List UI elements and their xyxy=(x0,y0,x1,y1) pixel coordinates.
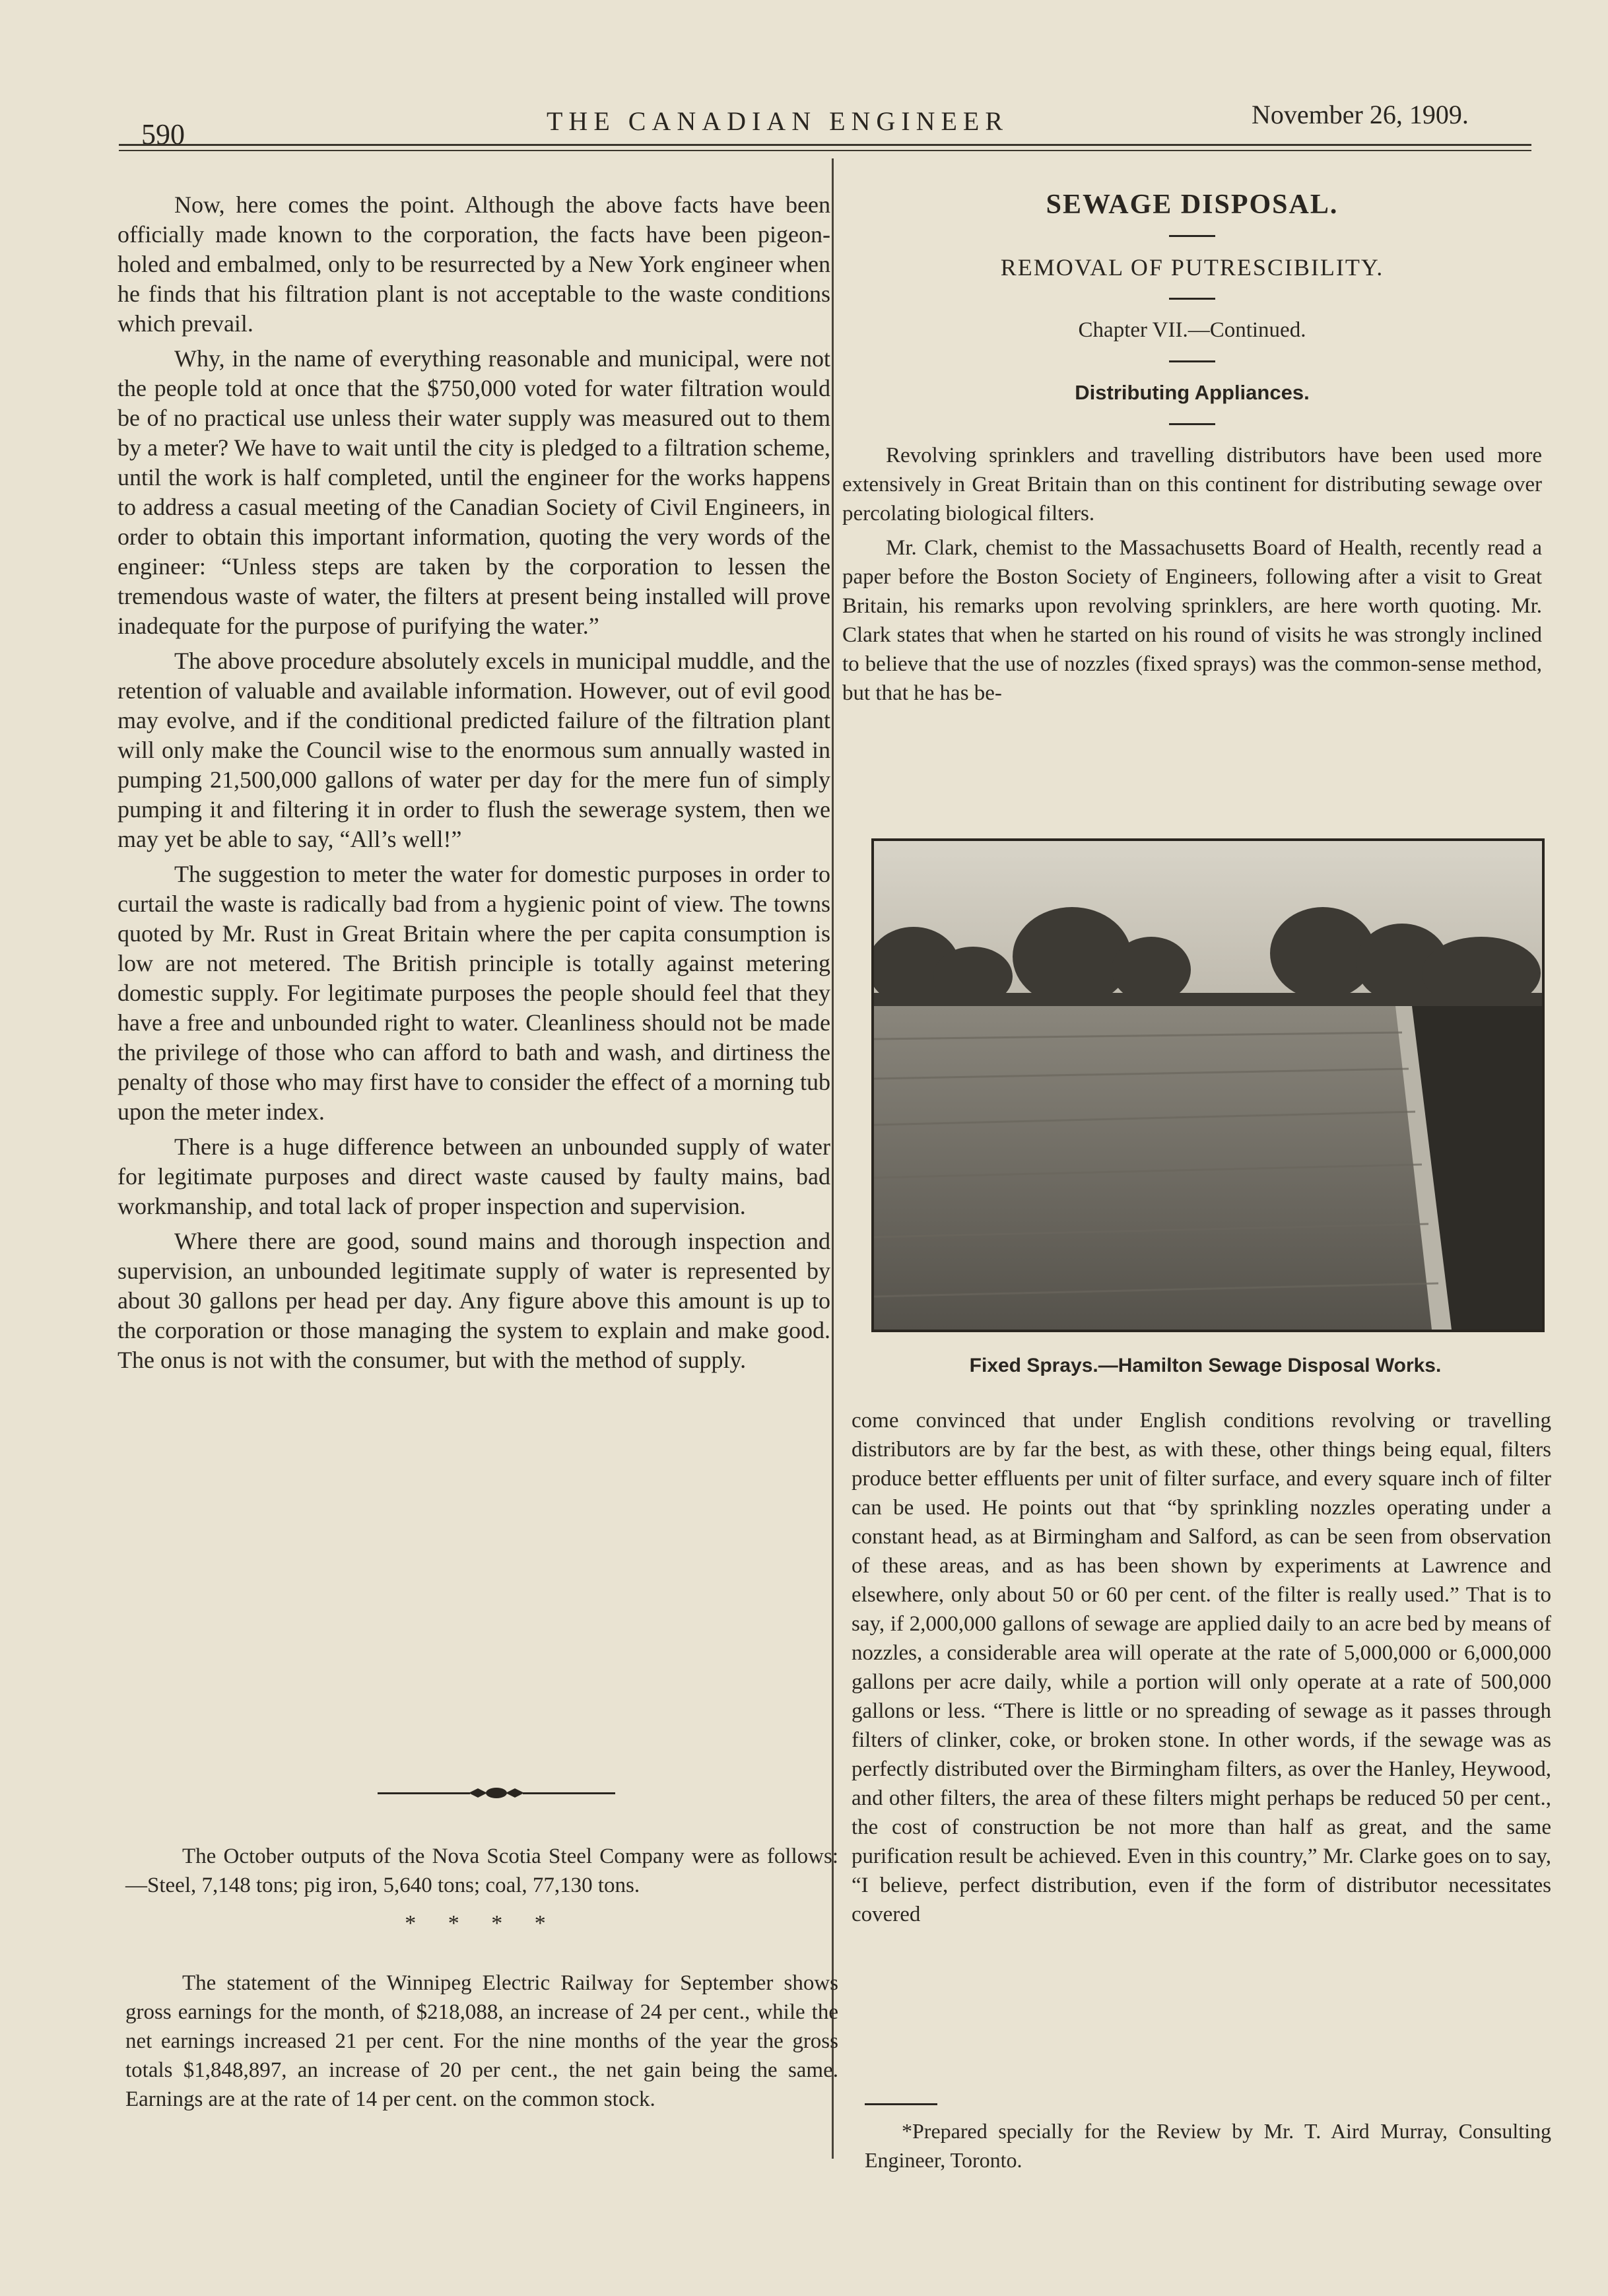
left-column-notes xyxy=(125,1842,838,2114)
asterisk-separator: * * * * xyxy=(405,1911,559,1936)
article-paragraph: The suggestion to meter the water for domestic purposes in order to curtail the waste is radically bad from a hygienic point of view. The towns quoted by Mr. Rust in Great Britain where the per capita consumption is low are not metered. The British principle is totally against metering domestic supply. For legitimate purposes the people should feel that they have a free and unbounded right to water. Cleanliness should not be made the privilege of those who can afford to bath and wash, and dirtiness the penalty of those who may first have to consider the effect of a morning tub upon the meter index. xyxy=(117,861,830,1125)
article-paragraph: Mr. Clark, chemist to the Massachusetts Board of Health, recently read a paper before the Boston Society of Engineers, following after a visit to Great Britain, his remarks upon revolving sprinklers, are here worth quoting. Mr. Clark states that when he started on his round of visits he was strongly inclined to believe that the use of nozzles (fixed sprays) was the common-sense method, but that he has be- xyxy=(842,536,1542,705)
right-column-continued xyxy=(852,1406,1551,1929)
left-column xyxy=(117,190,830,1380)
article-paragraph: Why, in the name of everything reasonable and municipal, were not the people told at once that the $750,000 voted for water filtration would be of no practical use unless their water supply was measured out to them by a meter? We have to wait until the city is pledged to a filtration scheme, until the work is half completed, until the engineer for the works happens to address a casual meeting of the Canadian Society of Civil Engineers, in order to obtain this important information, quoting the very words of the engineer: “Unless steps are taken by the corporation to lessen the tremendous waste of water, the filters at present being installed will prove inadequate for the purpose of purifying the water.” xyxy=(117,345,830,639)
article-paragraph: There is a huge difference between an unbounded supply of water for legitimate purposes and direct waste caused by faulty mains, bad workmanship, and total lack of proper inspection and supervision. xyxy=(117,1133,830,1219)
article-paragraph: The above procedure absolutely excels in municipal muddle, and the retention of valuable and available information. However, out of evil good may evolve, and if the conditional predicted failure of the filtration plant will only make the Council wise to the enormous sum annually wasted in pumping 21,500,000 gallons of water per day for the mere fun of simply pumping it and filtering it in order to flush the sewerage system, then we may yet be able to say, “All’s well!” xyxy=(117,648,830,852)
photo-caption: Fixed Sprays.—Hamilton Sewage Disposal Works. xyxy=(969,1355,1442,1376)
news-note-steel: The October outputs of the Nova Scotia Steel Company were as follows:—Steel, 7,148 tons; pig iron, 5,640 tons; coal, 77,130 tons. xyxy=(125,1844,838,1897)
issue-date: November 26, 1909. xyxy=(1252,100,1469,129)
sewage-works-photo xyxy=(871,838,1545,1332)
article-paragraph: come convinced that under English conditions revolving or travelling distributors are by far the best, as with these, other things being equal, filters produce better effluents per unit of filter surface, and every square inch of filter can be used. He points out that “by sprinkling nozzles operating under a constant head, as at Birmingham and Salford, as can be seen from observation of these areas, and as has been shown by experiments at Lawrence and elsewhere, only about 50 or 60 per cent. of the filter is really used.” That is to say, if 2,000,000 gallons of sewage are applied daily to an acre bed by means of nozzles, a considerable area will operate at the rate of 5,000,000 or 6,000,000 gallons per acre daily, while a portion will only operate at a rate of 500,000 gallons or less. “There is little or no spreading of sewage as it passes through filters of clinker, coke, or broken stone. In other words, if the sewage was as perfectly distributed over the Birmingham filters, as over the Hanley, Heywood, and other filters, the area of these filters might perhaps be reduced 50 per cent., the cost of construction be not more than half as great, and the same purification result be achieved. Even in this country,” Mr. Clarke goes on to say, “I believe, perfect distribution, even if the form of distributor necessitates covered xyxy=(852,1409,1551,1926)
ornamental-divider xyxy=(378,1785,615,1801)
article-heading: SEWAGE DISPOSAL. xyxy=(1046,189,1339,220)
short-rule xyxy=(1169,235,1215,237)
news-note-railway: The statement of the Winnipeg Electric Railway for September shows gross earnings for the month, of $218,088, an increase of 24 per cent., while the net earnings increased 21 per cent. For the nine months of the year the gross totals $1,848,897, an increase of 20 per cent., the net gain being the same. Earnings are at the rate of 14 per cent. on the common stock. xyxy=(125,1971,838,2111)
short-rule xyxy=(1169,360,1215,362)
section-heading: Distributing Appliances. xyxy=(1075,381,1310,404)
header-rule xyxy=(119,144,1531,151)
article-paragraph: Where there are good, sound mains and thorough inspection and supervision, an unbounded legitimate supply of water is represented by about 30 gallons per head per day. Any figure above this amount is up to the corporation or those managing the system to explain and make good. The onus is not with the consumer, but with the method of supply. xyxy=(117,1228,830,1373)
article-paragraph: Now, here comes the point. Although the above facts have been officially made known to the corporation, the facts have been pigeon-holed and embalmed, only to be resurrected by a New York engineer when he finds that his filtration plant is not acceptable to the waste conditions which prevail. xyxy=(117,191,830,337)
footnote-rule xyxy=(865,2103,937,2105)
short-rule xyxy=(1169,423,1215,425)
masthead-title: THE CANADIAN ENGINEER xyxy=(547,106,1009,136)
chapter-label: Chapter VII.—Continued. xyxy=(1078,318,1306,342)
article-subheading: REMOVAL OF PUTRESCIBILITY. xyxy=(1000,254,1384,281)
article-paragraph: Revolving sprinklers and travelling distributors have been used more extensively in Great Britain than on this continent for distributing sewage over percolating biological filters. xyxy=(842,444,1542,525)
short-rule xyxy=(1169,298,1215,300)
right-column xyxy=(842,190,1542,713)
page-number: 590 xyxy=(141,118,185,151)
footnote: *Prepared specially for the Review by Mr. T. Aird Murray, Consulting Engineer, Toronto. xyxy=(865,2119,1551,2172)
